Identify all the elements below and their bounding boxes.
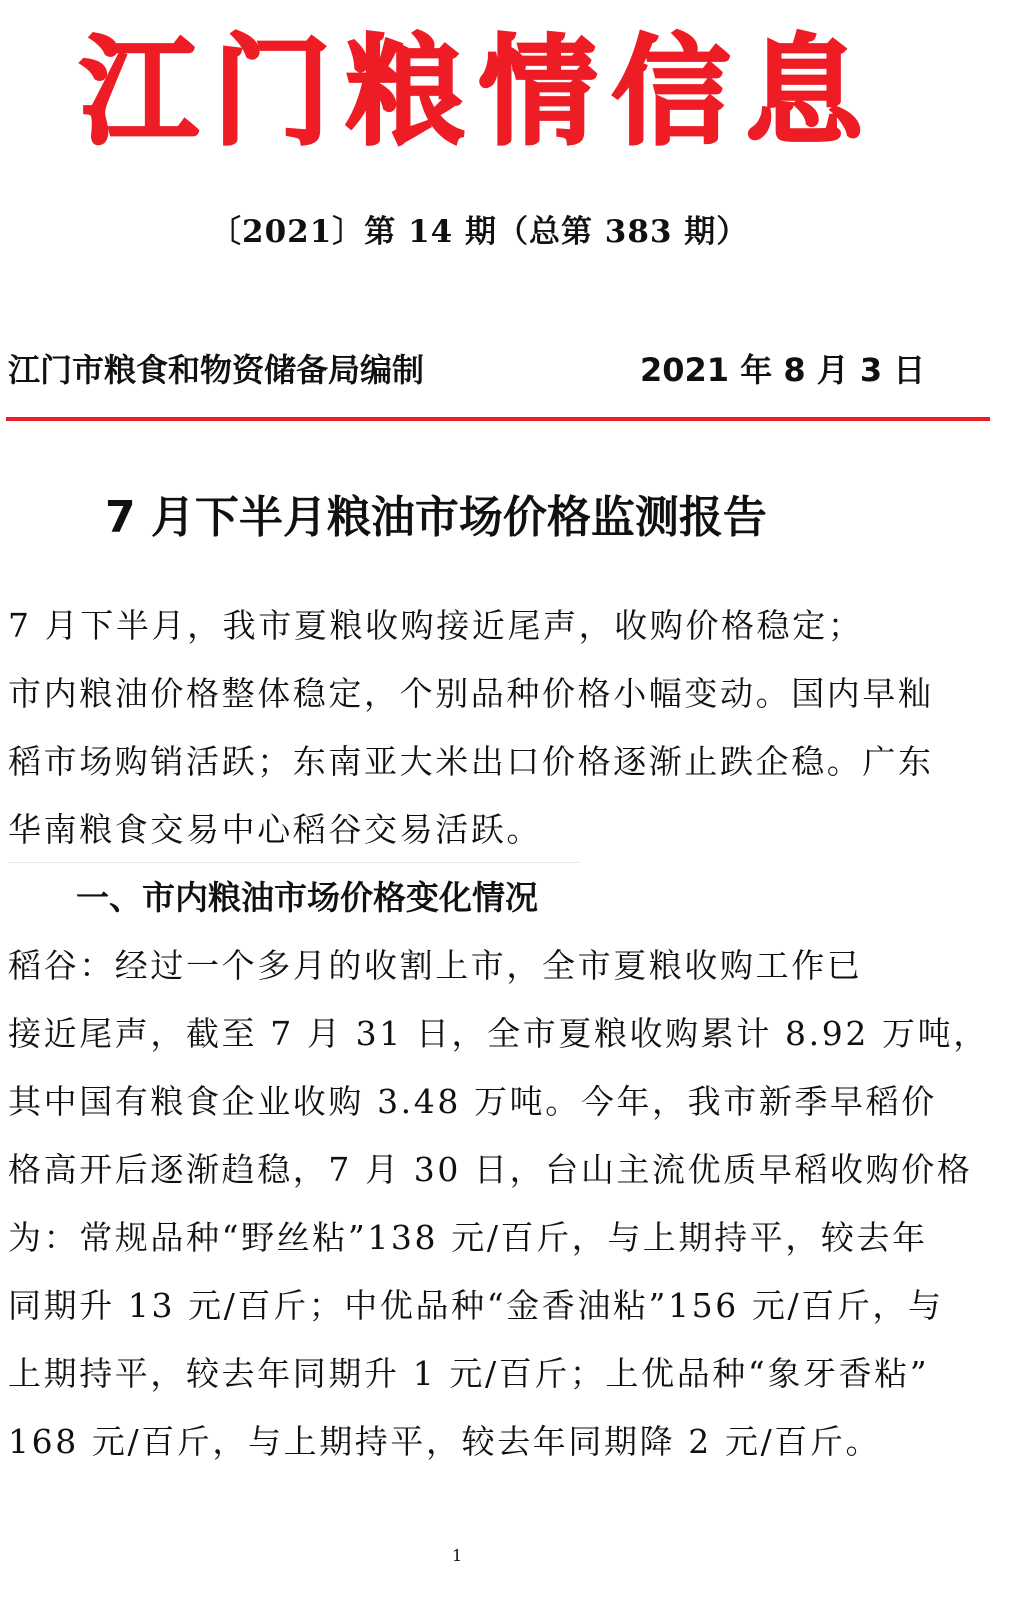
report-title: 7 月下半月粮油市场价格监测报告: [105, 492, 767, 543]
publisher-name: 江门市粮食和物资储备局编制: [8, 351, 425, 389]
masthead-char: 息: [745, 23, 864, 161]
intro-paragraph-line: 华南粮食交易中心稻谷交易活跃。: [8, 810, 542, 849]
issue-number: 〔2021〕第 14 期（总第 383 期）: [210, 214, 749, 250]
rice-paragraph-line: 格高开后逐渐趋稳，7 月 30 日，台山主流优质早稻收购价格: [8, 1150, 973, 1189]
intro-paragraph-line: 稻市场购销活跃；东南亚大米出口价格逐渐止跌企稳。广东: [8, 742, 934, 781]
masthead-char: 情: [479, 23, 598, 161]
masthead-title: [0, 22, 1010, 162]
masthead-char: 江: [80, 23, 199, 161]
publisher-line: [8, 347, 926, 393]
rice-paragraph-line: 上期持平，较去年同期升 1 元/百斤；上优品种“象牙香粘”: [8, 1354, 930, 1393]
rice-paragraph-line: 同期升 13 元/百斤；中优品种“金香油粘”156 元/百斤，与: [8, 1286, 944, 1325]
page-number: 1: [452, 1546, 463, 1565]
red-divider: [6, 417, 990, 421]
section-heading: 一、市内粮油市场价格变化情况: [76, 878, 538, 917]
rice-paragraph-line: 其中国有粮食企业收购 3.48 万吨。今年，我市新季早稻价: [8, 1082, 937, 1121]
masthead-char: 门: [213, 23, 332, 161]
faint-divider: [8, 862, 580, 863]
masthead-char: 粮: [346, 23, 465, 161]
intro-paragraph-line: 市内粮油价格整体稳定，个别品种价格小幅变动。国内早籼: [8, 674, 934, 713]
rice-paragraph-line: 为：常规品种“野丝粘”138 元/百斤，与上期持平，较去年: [8, 1218, 928, 1257]
intro-paragraph-line: 7 月下半月，我市夏粮收购接近尾声，收购价格稳定；: [8, 606, 864, 645]
rice-paragraph-line: 168 元/百斤，与上期持平，较去年同期降 2 元/百斤。: [8, 1422, 882, 1461]
rice-paragraph-line: 稻谷：经过一个多月的收割上市，全市夏粮收购工作已: [8, 946, 863, 985]
rice-paragraph-line: 接近尾声，截至 7 月 31 日，全市夏粮收购累计 8.92 万吨，: [8, 1014, 989, 1053]
publish-date: 2021 年 8 月 3 日: [640, 351, 926, 389]
masthead-char: 信: [612, 23, 731, 161]
